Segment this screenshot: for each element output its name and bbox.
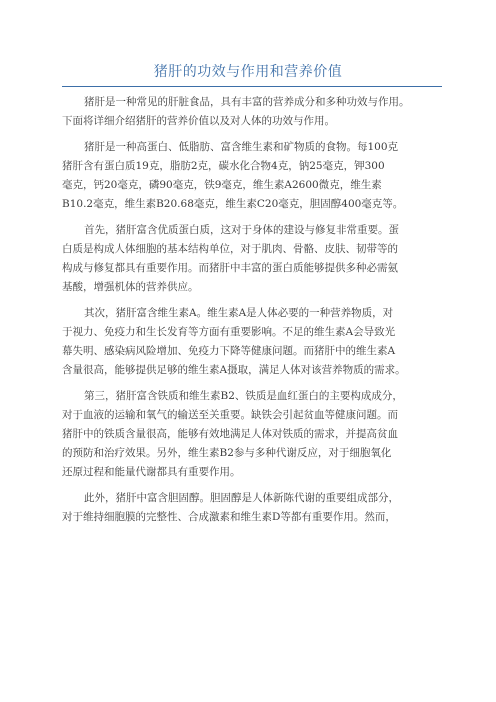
text-line: 基酸，增强机体的营养供应。: [62, 281, 199, 293]
text-line: 于视力、免疫力和生长发育等方面有重要影响。不足的维生素A会导致光: [62, 326, 396, 338]
text-line: 此外，猪肝中富含胆固醇。胆固醇是人体新陈代谢的重要组成部分，: [84, 492, 399, 504]
document-title: 猪肝的功效与作用和营养价值: [153, 64, 343, 80]
text-line: 还原过程和能量代谢都具有重要作用。: [62, 466, 241, 478]
paragraph-iron-b2: [62, 387, 444, 482]
text-line: 毫克，钙20毫克，磷90毫克，铁9毫克，维生素A2600微克，维生素: [62, 179, 382, 191]
text-line: 首先，猪肝富含优质蛋白质，这对于身体的建设与修复非常重要。蛋: [84, 224, 399, 236]
text-line: 的预防和治疗效果。另外，维生素B2参与多种代谢反应，对于细胞氧化: [62, 447, 392, 459]
text-line: B10.2毫克，维生素B20.68毫克，维生素C20毫克，胆固醇400毫克等。: [62, 198, 404, 210]
paragraph-protein: [62, 221, 444, 297]
text-line: 猪肝中的铁质含量很高，能够有效地满足人体对铁质的需求，并提高贫血: [62, 428, 398, 440]
text-line: 对于维持细胞膜的完整性、合成激素和维生素D等都有重要作用。然而，: [62, 511, 396, 523]
text-line: 其次，猪肝富含维生素A。维生素A是人体必要的一种营养物质，对: [84, 307, 394, 319]
paragraph-intro: [62, 93, 444, 131]
text-line: 猪肝含有蛋白质19克，脂肪2克，碳水化合物4克，钠25毫克，钾300: [62, 160, 385, 172]
document-body: [62, 93, 444, 534]
text-line: 对于血液的运输和氧气的输送至关重要。缺铁会引起贫血等健康问题。而: [62, 409, 398, 421]
text-line: 含量很高，能够提供足够的维生素A摄取，满足人体对该营养物质的需求。: [62, 364, 406, 376]
paragraph-cholesterol: [62, 489, 444, 527]
text-line: 下面将详细介绍猪肝的营养价值以及对人体的功效与作用。: [62, 115, 335, 127]
paragraph-vitamin-a: [62, 304, 444, 380]
text-line: 幕失明、感染病风险增加、免疫力下降等健康问题。而猪肝中的维生素A: [62, 345, 396, 357]
title-underline: [62, 86, 442, 87]
text-line: 白质是构成人体细胞的基本结构单位，对于肌肉、骨骼、皮肤、韧带等的: [62, 243, 398, 255]
text-line: 猪肝是一种常见的肝脏食品，具有丰富的营养成分和多种功效与作用。: [84, 96, 410, 108]
paragraph-nutrition-facts: [62, 138, 444, 214]
text-line: 第三，猪肝富含铁质和维生素B2、铁质是血红蛋白的主要构成成分，: [84, 390, 403, 402]
text-line: 猪肝是一种高蛋白、低脂肪、富含维生素和矿物质的食物。每100克: [84, 141, 399, 153]
text-line: 构成与修复都具有重要作用。而猪肝中丰富的蛋白质能够提供多种必需氨: [62, 262, 398, 274]
